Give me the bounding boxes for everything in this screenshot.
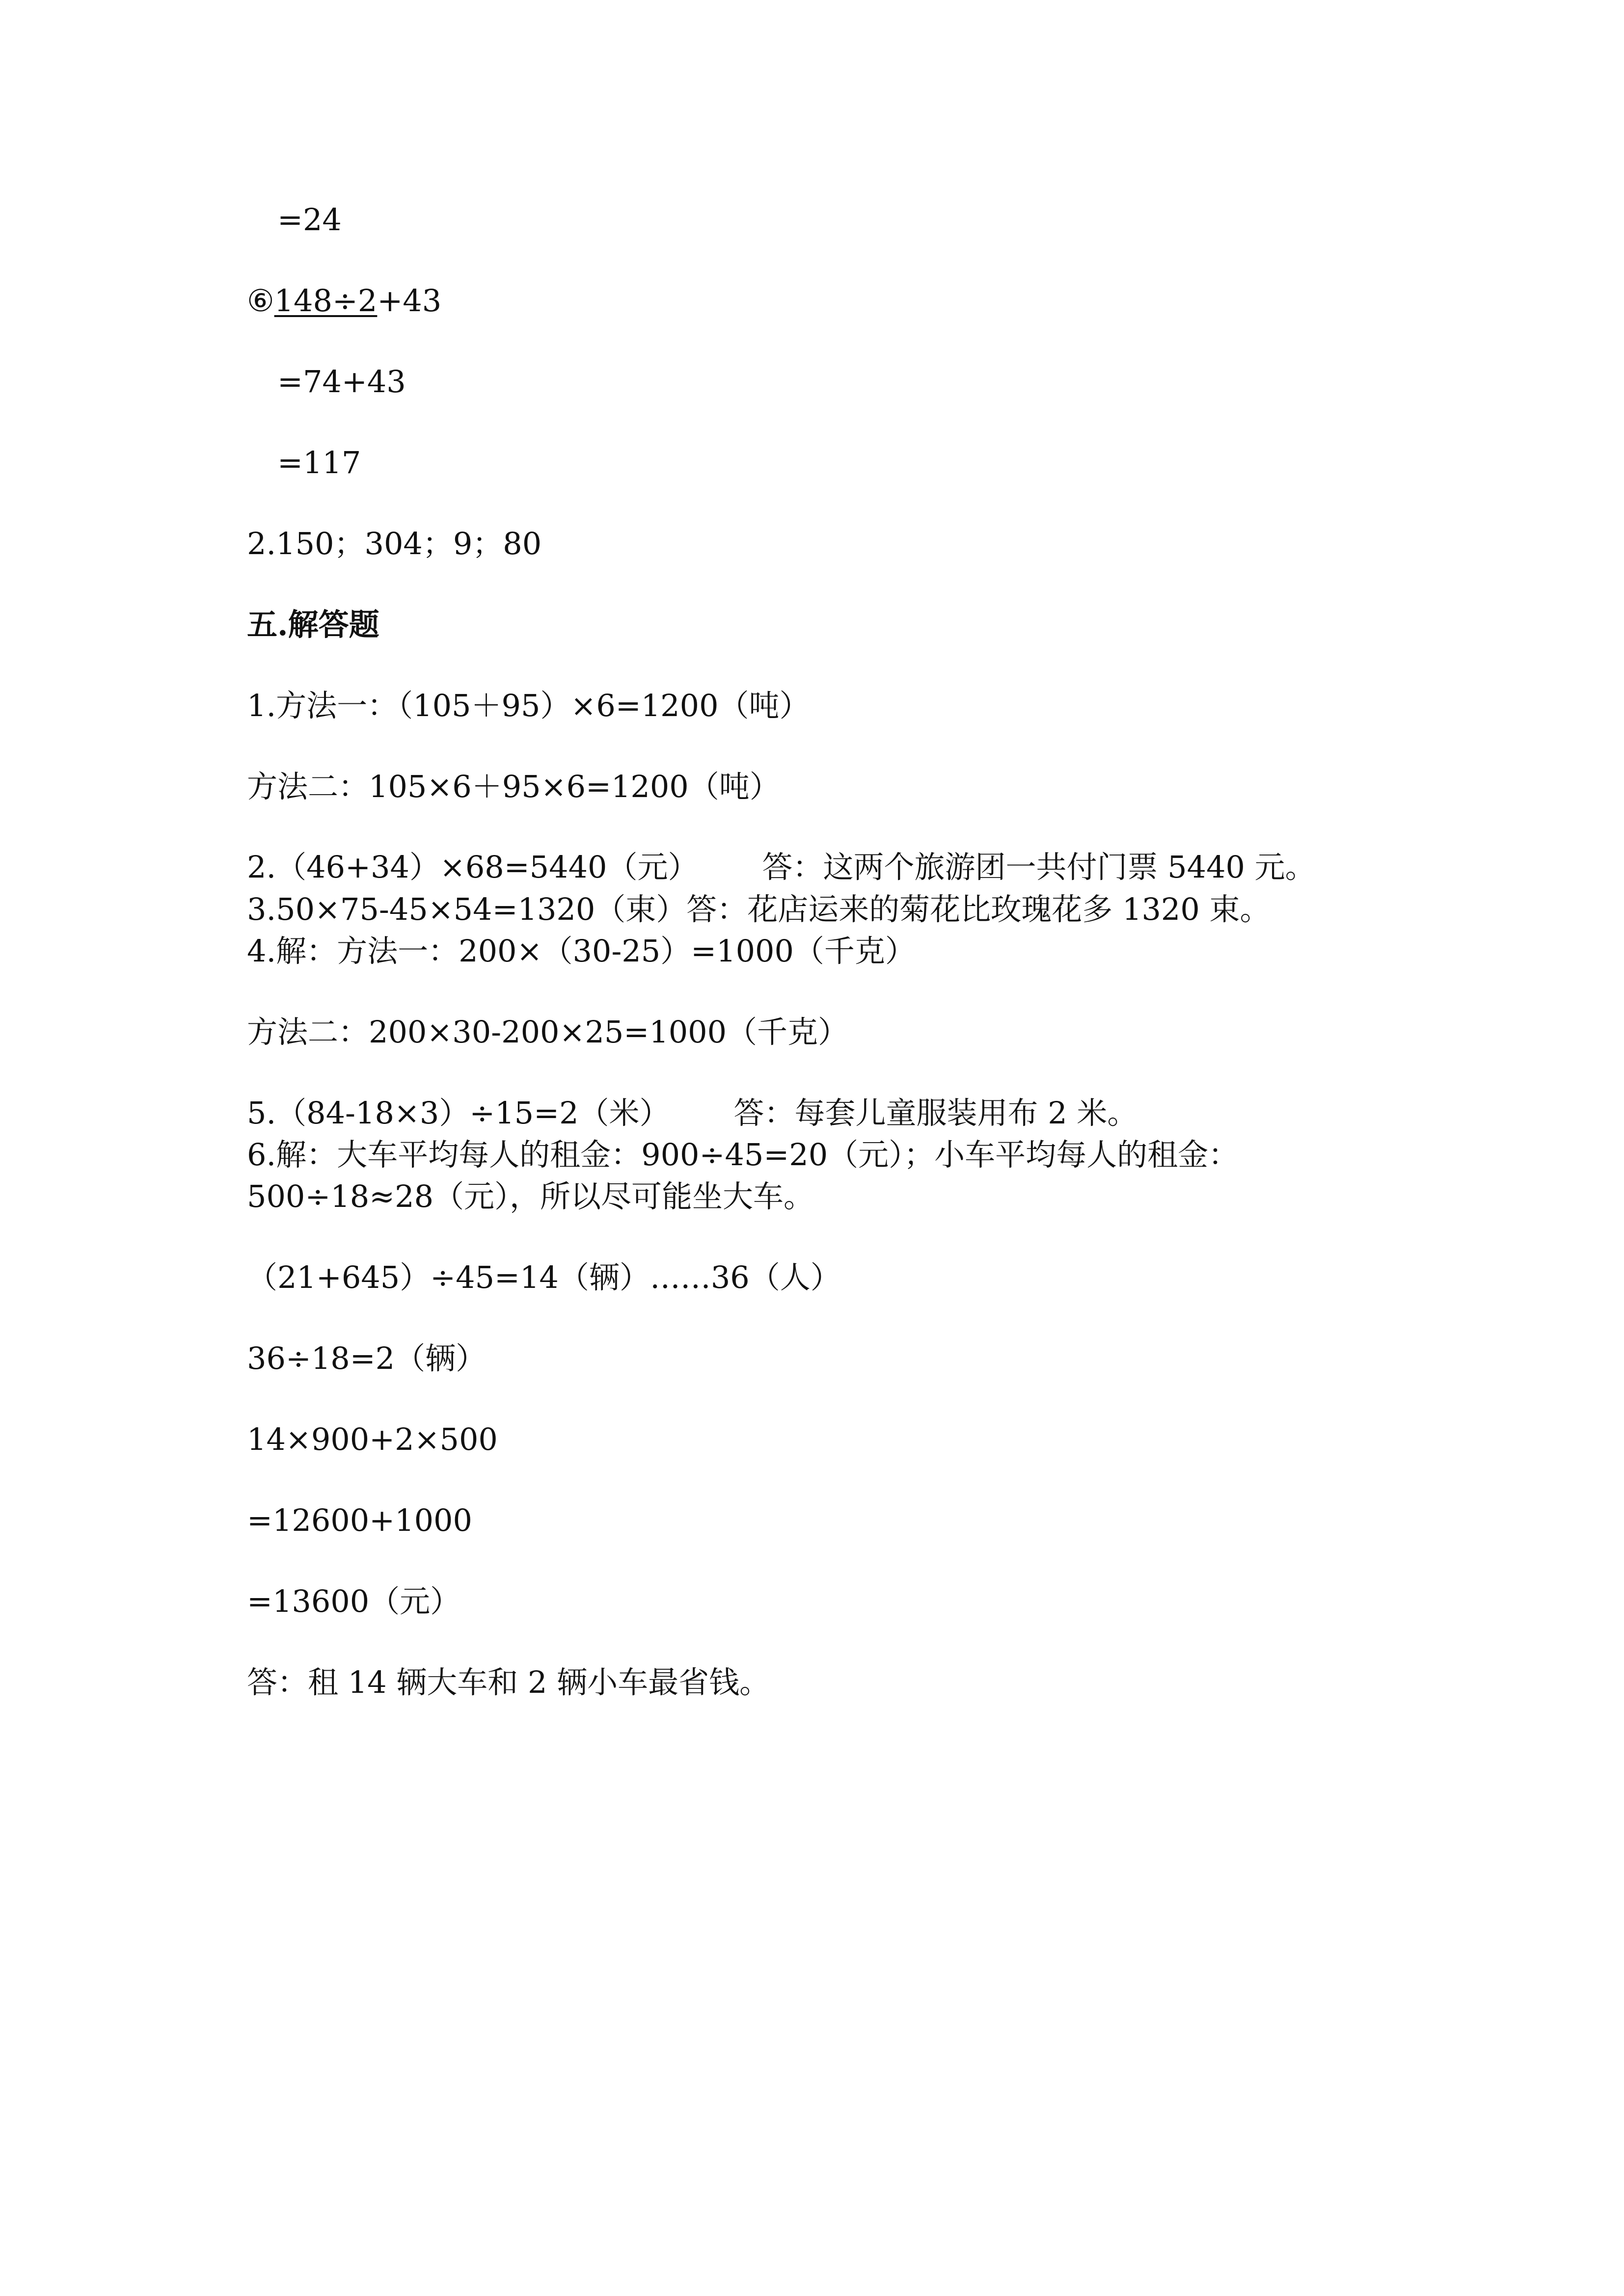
q2-answer: 答：这两个旅游团一共付门票 5440 元。 (762, 849, 1316, 885)
problem-6-line (247, 281, 441, 320)
q2-calculation: 2.（46+34）×68=5440（元） (247, 849, 699, 885)
q6-line-4: 36÷18=2（辆） (247, 1340, 487, 1376)
underlined-step: 148÷2 (274, 283, 378, 319)
q4-method-two: 方法二：200×30-200×25=1000（千克） (247, 1014, 849, 1050)
step-line-74-43: =74+43 (277, 364, 406, 400)
q6-line-6: =12600+1000 (247, 1502, 472, 1538)
q4-method-one: 4.解：方法一：200×（30-25）=1000（千克） (247, 933, 916, 969)
q6-line-5: 14×900+2×500 (247, 1421, 498, 1457)
q3-line: 3.50×75-45×54=1320（束）答：花店运来的菊花比玫瑰花多 1320 束。 (247, 891, 1271, 927)
circled-number-6: ⑥ (247, 283, 274, 319)
q5-line (247, 1094, 1137, 1133)
q5-answer: 答：每套儿童服装用布 2 米。 (733, 1095, 1138, 1131)
expression-rest: +43 (377, 283, 442, 319)
result-line-117: =117 (277, 445, 361, 481)
q6-line-1: 6.解：大车平均每人的租金：900÷45=20（元）；小车平均每人的租金： (247, 1137, 1239, 1173)
result-line-24: =24 (277, 202, 342, 238)
q5-calculation: 5.（84-18×3）÷15=2（米） (247, 1095, 670, 1131)
q1-method-two: 方法二：105×6＋95×6=1200（吨） (247, 769, 780, 804)
answers-line-2: 2.150；304；9；80 (247, 526, 542, 561)
q1-method-one: 1.方法一：（105＋95）×6=1200（吨） (247, 688, 810, 723)
q6-line-7: =13600（元） (247, 1583, 461, 1619)
q2-line (247, 848, 1316, 887)
q6-line-3: （21+645）÷45=14（辆）……36（人） (247, 1259, 841, 1295)
q6-line-2: 500÷18≈28（元），所以尽可能坐大车。 (247, 1178, 814, 1214)
q6-final-answer: 答：租 14 辆大车和 2 辆小车最省钱。 (247, 1664, 770, 1700)
section-heading: 五.解答题 (247, 607, 379, 642)
